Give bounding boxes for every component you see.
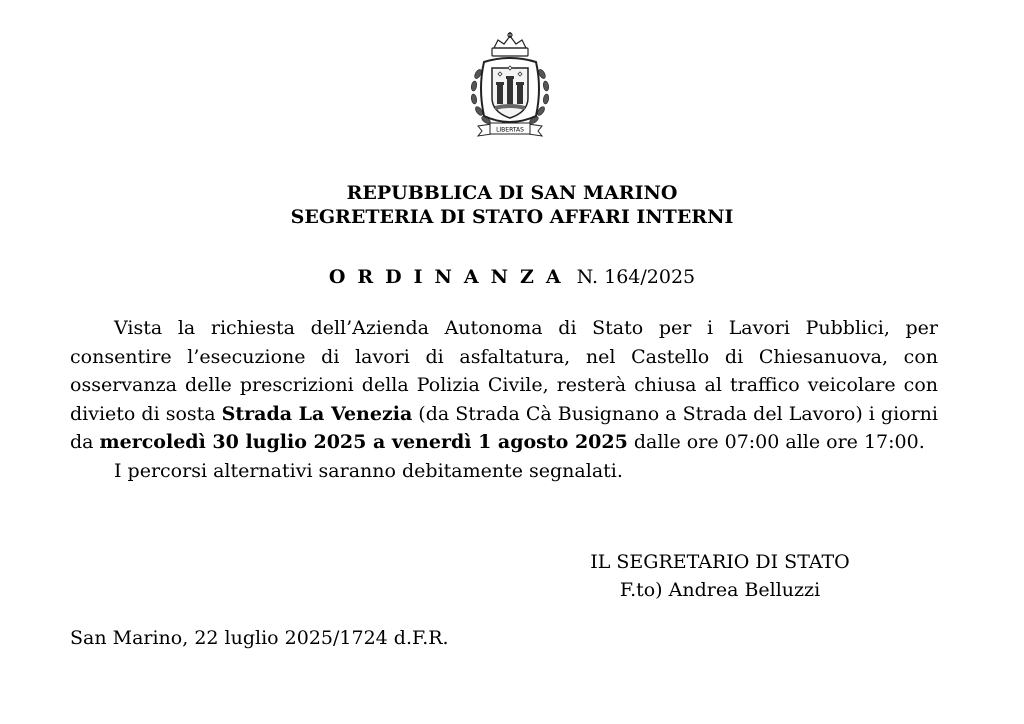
emblem-motto: LIBERTAS xyxy=(496,126,524,134)
date-line: San Marino, 22 luglio 2025/1724 d.F.R. xyxy=(70,627,449,649)
body-text-segment: Vista la richiesta dell’Azienda Autonoma di Stato per i Lavori Pubblici, per consentire l’esecuzione di lavori di asfaltatura, nel Castello di Chiesanuova, con osservanza delle prescrizioni della Polizia Civile, resterà chiusa al traffico veicolare con divieto di sosta xyxy=(70,317,938,425)
signatory-name: F.to) Andrea Belluzzi xyxy=(619,579,821,601)
body-text-segment: (da Strada Cà Busignano a Strada del Lavoro) i giorni da xyxy=(70,402,938,453)
street-name: Strada La Venezia xyxy=(221,402,413,425)
body-text-segment: dalle ore 07:00 alle ore 17:00. xyxy=(627,431,925,453)
header-republic: REPUBBLICA DI SAN MARINO xyxy=(346,182,678,204)
header-secretariat: SEGRETERIA DI STATO AFFARI INTERNI xyxy=(290,206,734,228)
ordinanza-word: ORDINANZA xyxy=(328,266,573,288)
coat-of-arms-icon xyxy=(462,32,558,144)
closure-dates: mercoledì 30 luglio 2025 a venerdì 1 agosto 2025 xyxy=(99,431,628,453)
body-paragraph-1 xyxy=(70,314,938,457)
body-paragraph-2: I percorsi alternativi saranno debitamente segnalati. xyxy=(114,459,623,482)
ordinanza-title xyxy=(0,265,1024,289)
signature-block xyxy=(520,548,920,604)
ordinanza-number: N. 164/2025 xyxy=(576,266,696,288)
san-marino-emblem-icon xyxy=(462,32,558,144)
signatory-title: IL SEGRETARIO DI STATO xyxy=(590,551,850,573)
ordinance-body xyxy=(70,314,938,485)
